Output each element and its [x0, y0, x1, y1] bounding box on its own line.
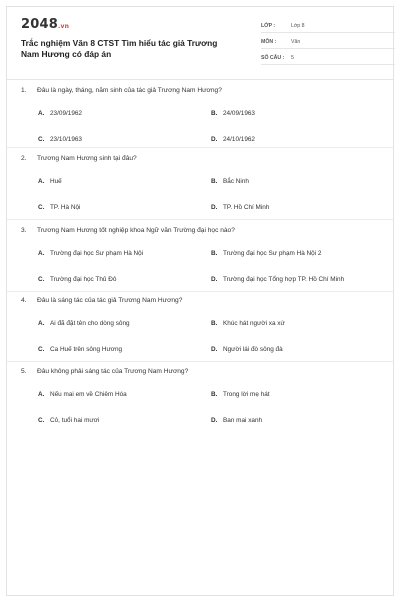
question-text — [21, 295, 383, 305]
option-letter: C. — [38, 345, 45, 353]
question-divider — [7, 291, 393, 292]
meta-value: 5 — [291, 54, 294, 61]
header-divider — [7, 79, 393, 80]
option-letter: B. — [211, 390, 218, 398]
option-letter: C. — [38, 203, 45, 211]
question-stem: Đâu không phải sáng tác của Trương Nam Hương? — [37, 367, 189, 375]
meta-info — [261, 19, 395, 67]
answer-options — [21, 248, 383, 284]
option-text: Trong lời mẹ hát — [223, 390, 270, 398]
option-text: Ban mai xanh — [223, 416, 263, 424]
option-c[interactable] — [38, 202, 211, 212]
option-a[interactable] — [38, 108, 211, 118]
logo-text: 2048 — [21, 17, 58, 32]
option-letter: D. — [211, 416, 218, 424]
option-text: Cỏ, tuổi hai mươi — [50, 416, 100, 424]
question-text — [21, 225, 383, 235]
option-d[interactable] — [211, 415, 384, 425]
meta-row-count — [261, 51, 395, 65]
option-text: Trường đại học Sư phạm Hà Nội — [50, 249, 144, 257]
question-stem: Đâu là ngày, tháng, năm sinh của tác giả Trương Nam Hương? — [37, 86, 222, 94]
page-title: Trắc nghiệm Văn 8 CTST Tìm hiểu tác giả Trương Nam Hương có đáp án — [21, 38, 218, 59]
option-letter: A. — [38, 319, 45, 327]
option-letter: B. — [211, 177, 218, 185]
option-d[interactable] — [211, 344, 384, 354]
option-letter: D. — [211, 203, 218, 211]
question-text — [21, 366, 383, 376]
question-number: 1. — [21, 86, 27, 94]
option-letter: C. — [38, 135, 45, 143]
option-b[interactable] — [211, 389, 384, 399]
option-text: Bắc Ninh — [223, 177, 249, 185]
question-5 — [21, 366, 383, 425]
option-letter: C. — [38, 416, 45, 424]
meta-value: Lớp 8 — [291, 22, 305, 29]
question-number: 2. — [21, 154, 27, 162]
question-number: 3. — [21, 226, 27, 234]
option-d[interactable] — [211, 202, 384, 212]
option-letter: D. — [211, 135, 218, 143]
option-b[interactable] — [211, 318, 384, 328]
option-text: Người lái đò sông đà — [223, 345, 283, 353]
option-letter: A. — [38, 177, 45, 185]
meta-row-class — [261, 19, 395, 33]
option-letter: A. — [38, 249, 45, 257]
option-text: Huế — [50, 177, 62, 185]
question-2 — [21, 153, 383, 212]
question-divider — [7, 361, 393, 362]
option-a[interactable] — [38, 248, 211, 258]
question-3 — [21, 225, 383, 284]
answer-options — [21, 176, 383, 212]
option-c[interactable] — [38, 415, 211, 425]
option-letter: B. — [211, 319, 218, 327]
option-text: Ai đã đặt tên cho dòng sông — [50, 319, 130, 327]
answer-options — [21, 108, 383, 144]
question-stem: Trương Nam Hương tốt nghiệp khoa Ngữ văn Trường đại học nào? — [37, 226, 235, 234]
option-letter: C. — [38, 275, 45, 283]
option-letter: B. — [211, 249, 218, 257]
option-c[interactable] — [38, 134, 211, 144]
option-letter: B. — [211, 109, 218, 117]
question-1 — [21, 85, 383, 144]
option-c[interactable] — [38, 274, 211, 284]
question-text — [21, 153, 383, 163]
question-stem: Trương Nam Hương sinh tại đâu? — [37, 154, 137, 162]
option-d[interactable] — [211, 134, 384, 144]
option-text: Trường đại học Tổng hợp TP. Hồ Chí Minh — [223, 275, 345, 283]
option-c[interactable] — [38, 344, 211, 354]
option-text: 24/10/1962 — [223, 135, 255, 143]
option-text: Trường đại học Sư phạm Hà Nội 2 — [223, 249, 322, 257]
question-number: 5. — [21, 367, 27, 375]
answer-options — [21, 389, 383, 425]
logo-suffix: .vn — [57, 23, 70, 30]
meta-value: Văn — [291, 38, 301, 45]
question-4 — [21, 295, 383, 354]
option-a[interactable] — [38, 318, 211, 328]
option-b[interactable] — [211, 176, 384, 186]
option-letter: A. — [38, 390, 45, 398]
option-text: Khúc hát người xa xứ — [223, 319, 285, 327]
question-stem: Đâu là sáng tác của tác giả Trương Nam Hương? — [37, 296, 183, 304]
option-a[interactable] — [38, 389, 211, 399]
option-text: Nếu mai em về Chiêm Hóa — [50, 390, 127, 398]
option-letter: A. — [38, 109, 45, 117]
option-text: Ca Huế trên sông Hương — [50, 345, 123, 353]
option-text: 24/09/1963 — [223, 109, 255, 117]
option-text: 23/10/1963 — [50, 135, 82, 143]
meta-row-subject — [261, 35, 395, 49]
option-d[interactable] — [211, 274, 384, 284]
option-text: 23/09/1962 — [50, 109, 82, 117]
option-letter: D. — [211, 345, 218, 353]
option-text: Trường đại học Thủ Đô — [50, 275, 117, 283]
question-number: 4. — [21, 296, 27, 304]
meta-label: SỐ CÂU : — [261, 54, 285, 61]
question-divider — [7, 219, 393, 220]
question-divider — [7, 147, 393, 148]
option-text: TP. Hồ Chí Minh — [223, 203, 270, 211]
option-b[interactable] — [211, 108, 384, 118]
option-text: TP. Hà Nội — [50, 203, 81, 211]
meta-label: LỚP : — [261, 22, 276, 29]
worksheet-page — [6, 6, 394, 596]
question-text — [21, 85, 383, 95]
option-a[interactable] — [38, 176, 211, 186]
worksheet-header — [21, 17, 383, 79]
option-letter: D. — [211, 275, 218, 283]
option-b[interactable] — [211, 248, 384, 258]
answer-options — [21, 318, 383, 354]
meta-label: MÔN : — [261, 38, 277, 45]
